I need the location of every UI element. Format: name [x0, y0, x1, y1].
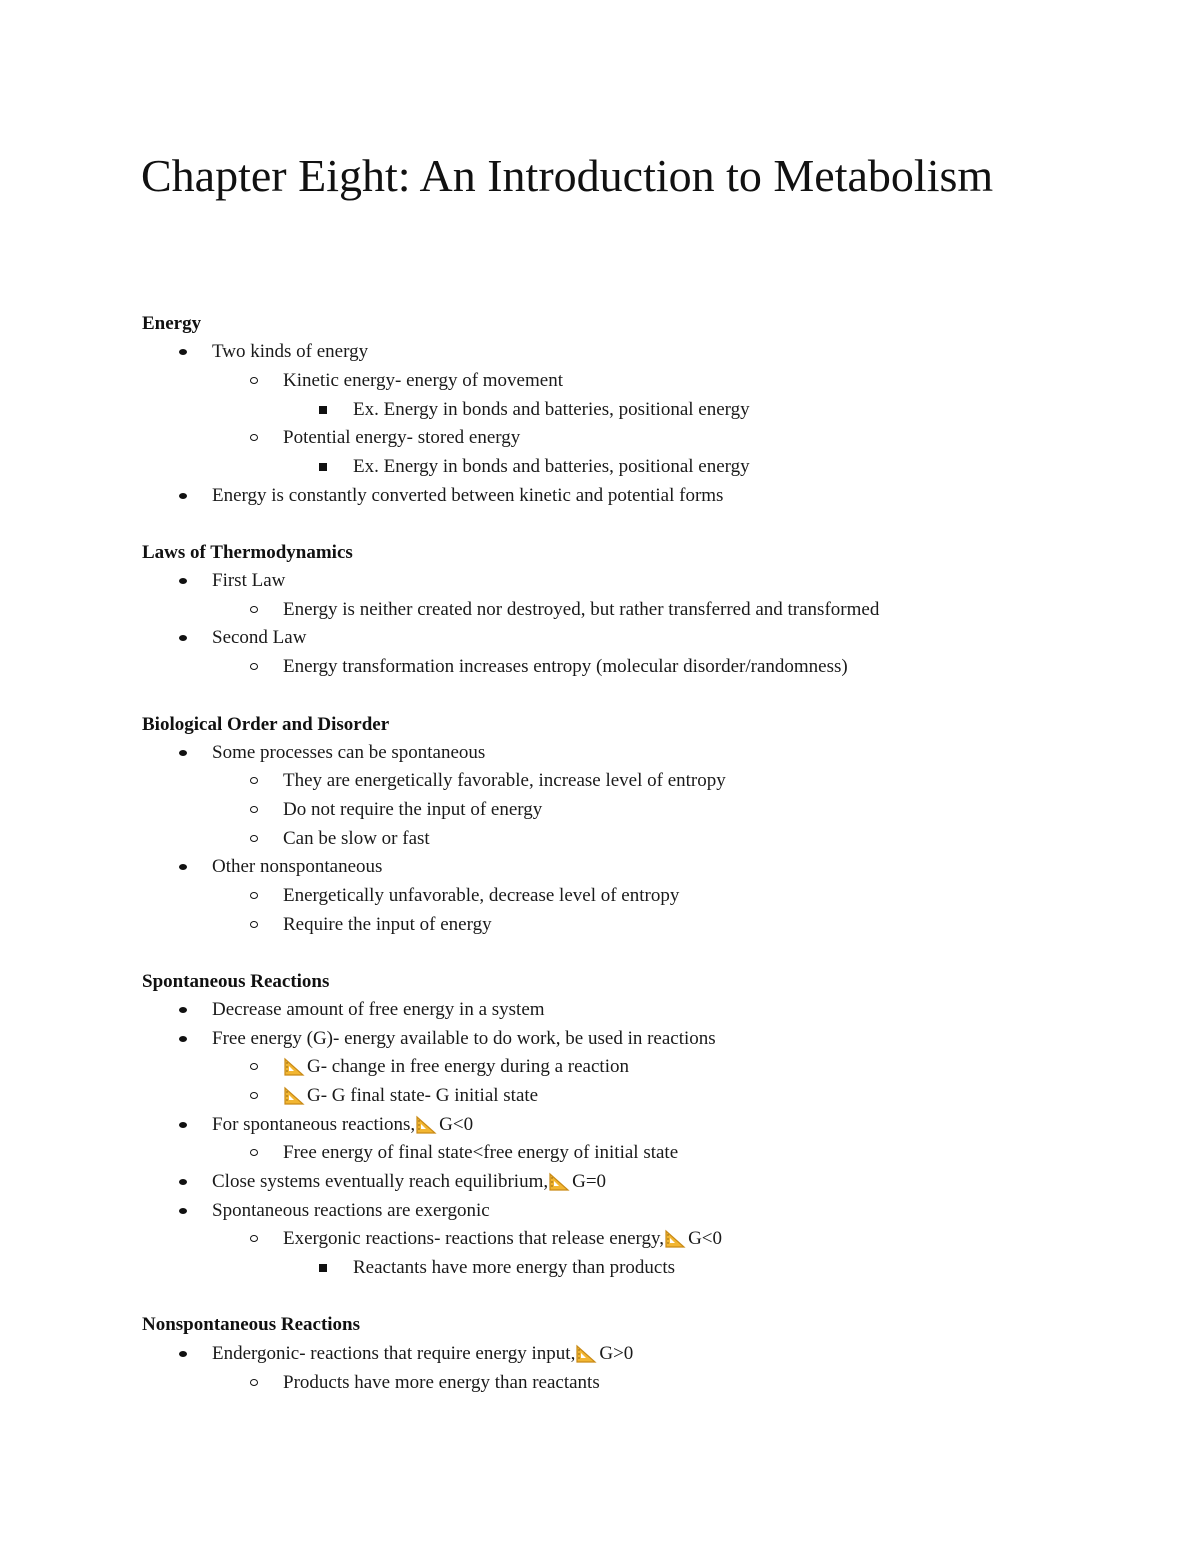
list-item: Energetically unfavorable, decrease level of entropy [283, 885, 679, 907]
bullet-hollow-circle-icon [250, 892, 258, 899]
bullet-hollow-circle-icon [250, 777, 258, 784]
bullet-hollow-circle-icon [250, 434, 258, 441]
list-item: G- G final state- G initial state [283, 1085, 538, 1107]
section-heading-laws-of-thermodynamics: Laws of Thermodynamics [142, 542, 353, 563]
bullet-hollow-circle-icon [250, 606, 258, 613]
list-item: Two kinds of energy [212, 341, 368, 363]
list-item: Decrease amount of free energy in a system [212, 999, 545, 1021]
section-heading-energy: Energy [142, 313, 202, 334]
list-item: Reactants have more energy than products [353, 1257, 675, 1279]
bullet-hollow-circle-icon [250, 1149, 258, 1156]
list-item: Energy is neither created nor destroyed, but rather transferred and transformed [283, 599, 879, 621]
bullet-hollow-circle-icon [250, 806, 258, 813]
bullet-hollow-circle-icon [250, 835, 258, 842]
list-item: Other nonspontaneous [212, 856, 382, 878]
triangular-ruler-icon [548, 1172, 570, 1192]
section-heading-nonspontaneous-reactions: Nonspontaneous Reactions [142, 1314, 361, 1335]
bullet-filled-circle-icon [179, 635, 187, 641]
bullet-hollow-circle-icon [250, 377, 258, 384]
bullet-hollow-circle-icon [250, 921, 258, 928]
bullet-hollow-circle-icon [250, 1063, 258, 1070]
triangular-ruler-icon [283, 1086, 305, 1106]
bullet-filled-circle-icon [179, 493, 187, 499]
list-item: Require the input of energy [283, 914, 492, 936]
triangular-ruler-icon [575, 1344, 597, 1364]
list-item: Free energy (G)- energy available to do work, be used in reactions [212, 1028, 716, 1050]
bullet-filled-circle-icon [179, 1208, 187, 1214]
list-item: Spontaneous reactions are exergonic [212, 1200, 490, 1222]
document-title: Chapter Eight: An Introduction to Metabolism [141, 150, 994, 201]
bullet-filled-circle-icon [179, 1122, 187, 1128]
section-heading-biological-order-and-disorder: Biological Order and Disorder [142, 714, 390, 735]
list-item: Close systems eventually reach equilibrium, G=0 [212, 1171, 606, 1193]
list-item: First Law [212, 570, 285, 592]
list-item: Ex. Energy in bonds and batteries, positional energy [353, 399, 750, 421]
section-heading-spontaneous-reactions: Spontaneous Reactions [142, 971, 330, 992]
bullet-square-icon [319, 463, 327, 471]
bullet-hollow-circle-icon [250, 1092, 258, 1099]
triangular-ruler-icon [664, 1229, 686, 1249]
bullet-filled-circle-icon [179, 349, 187, 355]
list-item: Can be slow or fast [283, 828, 430, 850]
list-item: They are energetically favorable, increase level of entropy [283, 770, 726, 792]
list-item: Ex. Energy in bonds and batteries, positional energy [353, 456, 750, 478]
list-item: Second Law [212, 627, 306, 649]
bullet-filled-circle-icon [179, 578, 187, 584]
triangular-ruler-icon [415, 1115, 437, 1135]
bullet-hollow-circle-icon [250, 663, 258, 670]
list-item: Energy transformation increases entropy (molecular disorder/randomness) [283, 656, 848, 678]
list-item: For spontaneous reactions, G<0 [212, 1114, 473, 1136]
bullet-filled-circle-icon [179, 750, 187, 756]
list-item: Some processes can be spontaneous [212, 742, 485, 764]
bullet-hollow-circle-icon [250, 1379, 258, 1386]
list-item: Free energy of final state<free energy of initial state [283, 1142, 678, 1164]
list-item: Products have more energy than reactants [283, 1372, 600, 1394]
bullet-hollow-circle-icon [250, 1235, 258, 1242]
bullet-square-icon [319, 406, 327, 414]
bullet-filled-circle-icon [179, 1179, 187, 1185]
list-item: Do not require the input of energy [283, 799, 542, 821]
triangular-ruler-icon [283, 1057, 305, 1077]
list-item: Kinetic energy- energy of movement [283, 370, 563, 392]
bullet-filled-circle-icon [179, 1036, 187, 1042]
list-item: Energy is constantly converted between kinetic and potential forms [212, 485, 723, 507]
list-item: Potential energy- stored energy [283, 427, 520, 449]
bullet-square-icon [319, 1264, 327, 1272]
bullet-filled-circle-icon [179, 864, 187, 870]
bullet-filled-circle-icon [179, 1007, 187, 1013]
list-item: Exergonic reactions- reactions that release energy, G<0 [283, 1228, 722, 1250]
bullet-filled-circle-icon [179, 1351, 187, 1357]
list-item: G- change in free energy during a reaction [283, 1056, 629, 1078]
list-item: Endergonic- reactions that require energy input, G>0 [212, 1343, 633, 1365]
